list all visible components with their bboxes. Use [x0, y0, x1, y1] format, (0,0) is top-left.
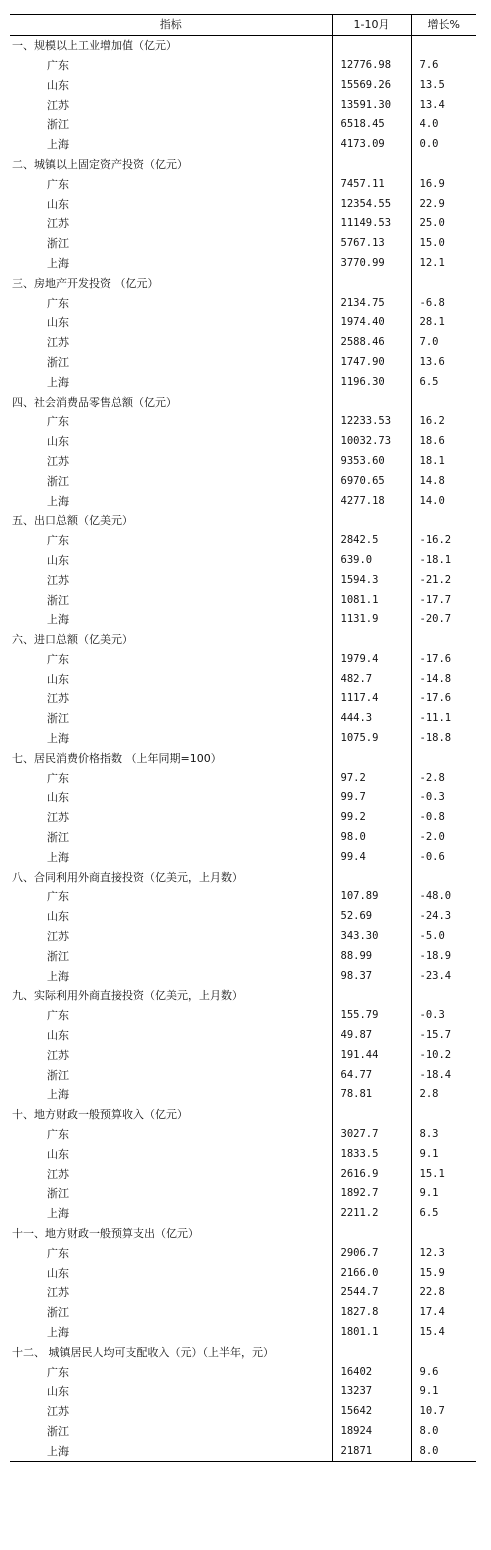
value-cell: 6518.45	[332, 115, 411, 135]
region-cell: 浙江	[47, 1306, 69, 1320]
value-cell: 1196.30	[332, 372, 411, 392]
table-row	[10, 1184, 476, 1204]
region-cell: 浙江	[47, 831, 69, 845]
region-cell: 广东	[47, 534, 69, 548]
value-cell: 49.87	[332, 1026, 411, 1046]
value-cell: 343.30	[332, 927, 411, 947]
growth-cell: 9.1	[411, 1184, 476, 1204]
section-row	[10, 748, 476, 768]
value-cell: 64.77	[332, 1065, 411, 1085]
table-row	[10, 1125, 476, 1145]
value-cell: 1131.9	[332, 610, 411, 630]
section-title: 三、房地产开发投资 （亿元）	[12, 276, 159, 290]
table-row	[10, 1303, 476, 1323]
region-cell: 广东	[47, 296, 69, 310]
growth-cell: -23.4	[411, 966, 476, 986]
region-cell: 浙江	[47, 237, 69, 251]
region-cell: 上海	[47, 732, 69, 746]
table-row	[10, 927, 476, 947]
table-row	[10, 1243, 476, 1263]
value-cell: 2211.2	[332, 1204, 411, 1224]
growth-cell: 22.9	[411, 194, 476, 214]
section-title: 四、社会消费品零售总额（亿元）	[12, 395, 177, 409]
table-row	[10, 432, 476, 452]
table-row	[10, 788, 476, 808]
section-title: 八、合同利用外商直接投资（亿美元，上月数）	[12, 870, 243, 884]
table-row	[10, 75, 476, 95]
region-cell: 浙江	[47, 474, 69, 488]
growth-cell: -5.0	[411, 927, 476, 947]
value-cell: 3027.7	[332, 1125, 411, 1145]
section-title: 五、出口总额（亿美元）	[12, 514, 133, 528]
region-cell: 浙江	[47, 712, 69, 726]
region-cell: 浙江	[47, 949, 69, 963]
section-title: 二、城镇以上固定资产投资（亿元）	[12, 157, 188, 171]
value-cell: 21871	[332, 1441, 411, 1461]
region-cell: 江苏	[47, 930, 69, 944]
region-cell: 上海	[47, 850, 69, 864]
growth-cell: 14.8	[411, 471, 476, 491]
region-cell: 广东	[47, 890, 69, 904]
section-growth-empty	[411, 155, 476, 175]
region-cell: 浙江	[47, 1068, 69, 1082]
value-cell: 1075.9	[332, 729, 411, 749]
growth-cell: -10.2	[411, 1045, 476, 1065]
table-row	[10, 1263, 476, 1283]
region-cell: 山东	[47, 1266, 69, 1280]
growth-cell: 17.4	[411, 1303, 476, 1323]
table-row	[10, 1045, 476, 1065]
value-cell: 98.0	[332, 828, 411, 848]
region-cell: 广东	[47, 1365, 69, 1379]
table-row	[10, 650, 476, 670]
table-row	[10, 372, 476, 392]
table-row	[10, 1164, 476, 1184]
region-cell: 山东	[47, 672, 69, 686]
growth-cell: -17.7	[411, 590, 476, 610]
region-cell: 上海	[47, 375, 69, 389]
value-cell: 444.3	[332, 709, 411, 729]
growth-cell: -16.2	[411, 531, 476, 551]
region-cell: 江苏	[47, 1048, 69, 1062]
value-cell: 13237	[332, 1382, 411, 1402]
growth-cell: 12.1	[411, 254, 476, 274]
region-cell: 江苏	[47, 573, 69, 587]
value-cell: 12354.55	[332, 194, 411, 214]
table-row	[10, 115, 476, 135]
growth-cell: -17.6	[411, 650, 476, 670]
section-value-empty	[332, 1224, 411, 1244]
growth-cell: 8.0	[411, 1422, 476, 1442]
region-cell: 浙江	[47, 118, 69, 132]
section-growth-empty	[411, 273, 476, 293]
table-row	[10, 1362, 476, 1382]
growth-cell: 8.3	[411, 1125, 476, 1145]
section-growth-empty	[411, 511, 476, 531]
table-row	[10, 1402, 476, 1422]
section-value-empty	[332, 155, 411, 175]
growth-cell: 0.0	[411, 135, 476, 155]
table-row	[10, 254, 476, 274]
growth-cell: -0.3	[411, 788, 476, 808]
section-row	[10, 35, 476, 55]
section-value-empty	[332, 630, 411, 650]
growth-cell: 9.1	[411, 1144, 476, 1164]
growth-cell: -2.0	[411, 828, 476, 848]
region-cell: 广东	[47, 1009, 69, 1023]
value-cell: 482.7	[332, 669, 411, 689]
region-cell: 江苏	[47, 692, 69, 706]
section-title: 七、居民消费价格指数 （上年同期=100）	[12, 751, 222, 765]
growth-cell: 6.5	[411, 372, 476, 392]
section-growth-empty	[411, 1224, 476, 1244]
header-indicator: 指标	[10, 15, 332, 36]
growth-cell: 10.7	[411, 1402, 476, 1422]
region-cell: 浙江	[47, 593, 69, 607]
table-row	[10, 95, 476, 115]
growth-cell: 15.4	[411, 1323, 476, 1343]
section-value-empty	[332, 748, 411, 768]
table-row	[10, 313, 476, 333]
table-row	[10, 689, 476, 709]
table-row	[10, 135, 476, 155]
value-cell: 52.69	[332, 907, 411, 927]
table-row	[10, 56, 476, 76]
value-cell: 98.37	[332, 966, 411, 986]
value-cell: 2544.7	[332, 1283, 411, 1303]
value-cell: 1979.4	[332, 650, 411, 670]
table-row	[10, 887, 476, 907]
table-row	[10, 174, 476, 194]
region-cell: 山东	[47, 553, 69, 567]
table-row	[10, 570, 476, 590]
table-row	[10, 293, 476, 313]
table-row	[10, 1026, 476, 1046]
region-cell: 山东	[47, 1147, 69, 1161]
table-row	[10, 907, 476, 927]
value-cell: 1974.40	[332, 313, 411, 333]
value-cell: 99.7	[332, 788, 411, 808]
growth-cell: 8.0	[411, 1441, 476, 1461]
table-row	[10, 610, 476, 630]
value-cell: 155.79	[332, 1006, 411, 1026]
section-title: 十、地方财政一般预算收入（亿元）	[12, 1108, 188, 1122]
table-row	[10, 709, 476, 729]
section-row	[10, 1224, 476, 1244]
value-cell: 4277.18	[332, 491, 411, 511]
growth-cell: 12.3	[411, 1243, 476, 1263]
table-row	[10, 194, 476, 214]
section-row	[10, 867, 476, 887]
section-row	[10, 1105, 476, 1125]
section-value-empty	[332, 392, 411, 412]
section-value-empty	[332, 1342, 411, 1362]
region-cell: 山东	[47, 197, 69, 211]
table-row	[10, 946, 476, 966]
section-row	[10, 630, 476, 650]
growth-cell: 16.2	[411, 412, 476, 432]
header-period: 1-10月	[332, 15, 411, 36]
section-growth-empty	[411, 1342, 476, 1362]
table-row	[10, 828, 476, 848]
table-row	[10, 551, 476, 571]
value-cell: 1117.4	[332, 689, 411, 709]
growth-cell: 25.0	[411, 214, 476, 234]
section-title: 一、规模以上工业增加值（亿元）	[12, 39, 177, 53]
growth-cell: 7.6	[411, 56, 476, 76]
growth-cell: -14.8	[411, 669, 476, 689]
table-row	[10, 1204, 476, 1224]
growth-cell: 18.1	[411, 452, 476, 472]
section-title: 十二、 城镇居民人均可支配收入（元）（上半年，元）	[12, 1345, 274, 1359]
table-row	[10, 214, 476, 234]
value-cell: 16402	[332, 1362, 411, 1382]
region-cell: 山东	[47, 1385, 69, 1399]
table-row	[10, 471, 476, 491]
region-cell: 广东	[47, 652, 69, 666]
region-cell: 江苏	[47, 336, 69, 350]
growth-cell: -21.2	[411, 570, 476, 590]
growth-cell: -48.0	[411, 887, 476, 907]
section-value-empty	[332, 511, 411, 531]
region-cell: 上海	[47, 613, 69, 627]
region-cell: 山东	[47, 316, 69, 330]
growth-cell: -18.8	[411, 729, 476, 749]
region-cell: 江苏	[47, 1405, 69, 1419]
growth-cell: -20.7	[411, 610, 476, 630]
region-cell: 广东	[47, 1246, 69, 1260]
value-cell: 99.2	[332, 808, 411, 828]
region-cell: 江苏	[47, 217, 69, 231]
value-cell: 6970.65	[332, 471, 411, 491]
region-cell: 上海	[47, 138, 69, 152]
section-growth-empty	[411, 748, 476, 768]
section-value-empty	[332, 35, 411, 55]
region-cell: 山东	[47, 1029, 69, 1043]
section-growth-empty	[411, 35, 476, 55]
region-cell: 广东	[47, 58, 69, 72]
table-row	[10, 1441, 476, 1461]
growth-cell: 7.0	[411, 333, 476, 353]
table-row	[10, 1283, 476, 1303]
region-cell: 广东	[47, 177, 69, 191]
value-cell: 13591.30	[332, 95, 411, 115]
region-cell: 山东	[47, 910, 69, 924]
growth-cell: -0.8	[411, 808, 476, 828]
growth-cell: 6.5	[411, 1204, 476, 1224]
section-value-empty	[332, 1105, 411, 1125]
table-row	[10, 768, 476, 788]
value-cell: 3770.99	[332, 254, 411, 274]
section-title: 十一、地方财政一般预算支出（亿元）	[12, 1227, 199, 1240]
growth-cell: 15.9	[411, 1263, 476, 1283]
section-value-empty	[332, 273, 411, 293]
value-cell: 1892.7	[332, 1184, 411, 1204]
region-cell: 江苏	[47, 1286, 69, 1300]
table-row	[10, 234, 476, 254]
region-cell: 广东	[47, 1128, 69, 1142]
growth-cell: 28.1	[411, 313, 476, 333]
value-cell: 1594.3	[332, 570, 411, 590]
table-row	[10, 1065, 476, 1085]
growth-cell: 15.0	[411, 234, 476, 254]
growth-cell: 16.9	[411, 174, 476, 194]
value-cell: 88.99	[332, 946, 411, 966]
growth-cell: -11.1	[411, 709, 476, 729]
value-cell: 2616.9	[332, 1164, 411, 1184]
section-title: 六、进口总额（亿美元）	[12, 633, 133, 647]
growth-cell: 4.0	[411, 115, 476, 135]
section-growth-empty	[411, 630, 476, 650]
value-cell: 4173.09	[332, 135, 411, 155]
stats-table	[10, 14, 476, 1462]
region-cell: 江苏	[47, 811, 69, 825]
section-row	[10, 392, 476, 412]
region-cell: 山东	[47, 435, 69, 449]
growth-cell: -6.8	[411, 293, 476, 313]
growth-cell: 15.1	[411, 1164, 476, 1184]
section-title: 九、实际利用外商直接投资（亿美元，上月数）	[12, 989, 243, 1003]
table-row	[10, 491, 476, 511]
value-cell: 191.44	[332, 1045, 411, 1065]
growth-cell: -24.3	[411, 907, 476, 927]
region-cell: 上海	[47, 1325, 69, 1339]
value-cell: 1081.1	[332, 590, 411, 610]
stats-table-container	[10, 14, 476, 1462]
header-row	[10, 15, 476, 36]
region-cell: 广东	[47, 771, 69, 785]
value-cell: 7457.11	[332, 174, 411, 194]
table-row	[10, 1006, 476, 1026]
header-growth: 增长%	[411, 15, 476, 36]
value-cell: 99.4	[332, 847, 411, 867]
growth-cell: -17.6	[411, 689, 476, 709]
region-cell: 山东	[47, 78, 69, 92]
region-cell: 江苏	[47, 98, 69, 112]
value-cell: 12776.98	[332, 56, 411, 76]
table-row	[10, 1422, 476, 1442]
table-row	[10, 1144, 476, 1164]
value-cell: 11149.53	[332, 214, 411, 234]
growth-cell: -0.6	[411, 847, 476, 867]
value-cell: 18924	[332, 1422, 411, 1442]
table-row	[10, 729, 476, 749]
section-value-empty	[332, 867, 411, 887]
region-cell: 上海	[47, 1207, 69, 1221]
value-cell: 1801.1	[332, 1323, 411, 1343]
value-cell: 1827.8	[332, 1303, 411, 1323]
value-cell: 2134.75	[332, 293, 411, 313]
section-growth-empty	[411, 392, 476, 412]
section-value-empty	[332, 986, 411, 1006]
table-row	[10, 353, 476, 373]
growth-cell: 2.8	[411, 1085, 476, 1105]
growth-cell: 9.6	[411, 1362, 476, 1382]
value-cell: 2166.0	[332, 1263, 411, 1283]
value-cell: 107.89	[332, 887, 411, 907]
section-growth-empty	[411, 986, 476, 1006]
table-row	[10, 1085, 476, 1105]
region-cell: 上海	[47, 494, 69, 508]
value-cell: 1747.90	[332, 353, 411, 373]
growth-cell: -18.9	[411, 946, 476, 966]
growth-cell: 9.1	[411, 1382, 476, 1402]
section-row	[10, 273, 476, 293]
table-row	[10, 1382, 476, 1402]
value-cell: 5767.13	[332, 234, 411, 254]
growth-cell: 14.0	[411, 491, 476, 511]
growth-cell: -2.8	[411, 768, 476, 788]
growth-cell: -15.7	[411, 1026, 476, 1046]
table-row	[10, 669, 476, 689]
table-row	[10, 412, 476, 432]
section-growth-empty	[411, 867, 476, 887]
region-cell: 上海	[47, 969, 69, 983]
value-cell: 1833.5	[332, 1144, 411, 1164]
value-cell: 2588.46	[332, 333, 411, 353]
value-cell: 9353.60	[332, 452, 411, 472]
table-row	[10, 333, 476, 353]
table-row	[10, 966, 476, 986]
table-row	[10, 1323, 476, 1343]
growth-cell: -18.4	[411, 1065, 476, 1085]
growth-cell: 18.6	[411, 432, 476, 452]
growth-cell: 22.8	[411, 1283, 476, 1303]
region-cell: 上海	[10, 1441, 332, 1461]
section-row	[10, 511, 476, 531]
table-row	[10, 808, 476, 828]
value-cell: 12233.53	[332, 412, 411, 432]
value-cell: 15569.26	[332, 75, 411, 95]
section-row	[10, 986, 476, 1006]
region-cell: 浙江	[47, 1424, 69, 1438]
region-cell: 上海	[47, 256, 69, 270]
region-cell: 浙江	[47, 1187, 69, 1201]
region-cell: 江苏	[47, 1167, 69, 1181]
section-growth-empty	[411, 1105, 476, 1125]
section-row	[10, 155, 476, 175]
region-cell: 上海	[47, 1088, 69, 1102]
value-cell: 97.2	[332, 768, 411, 788]
growth-cell: -0.3	[411, 1006, 476, 1026]
table-row	[10, 531, 476, 551]
value-cell: 639.0	[332, 551, 411, 571]
table-row	[10, 452, 476, 472]
table-row	[10, 590, 476, 610]
table-row	[10, 847, 476, 867]
value-cell: 78.81	[332, 1085, 411, 1105]
value-cell: 10032.73	[332, 432, 411, 452]
value-cell: 2842.5	[332, 531, 411, 551]
table-body	[10, 35, 476, 1461]
region-cell: 广东	[47, 415, 69, 429]
growth-cell: 13.4	[411, 95, 476, 115]
region-cell: 山东	[47, 791, 69, 805]
section-row	[10, 1342, 476, 1362]
growth-cell: -18.1	[411, 551, 476, 571]
growth-cell: 13.5	[411, 75, 476, 95]
value-cell: 2906.7	[332, 1243, 411, 1263]
growth-cell: 13.6	[411, 353, 476, 373]
region-cell: 江苏	[47, 454, 69, 468]
region-cell: 浙江	[47, 355, 69, 369]
value-cell: 15642	[332, 1402, 411, 1422]
